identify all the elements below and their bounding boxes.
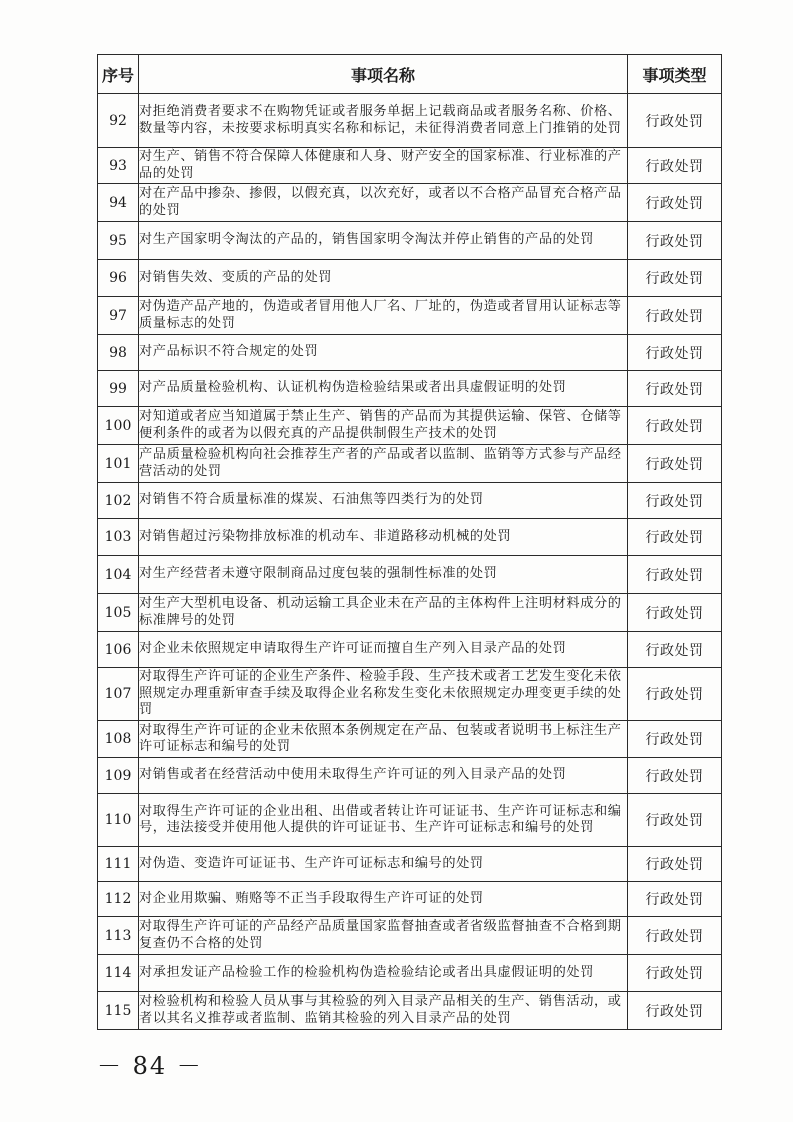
row-index: 93: [98, 148, 139, 184]
row-index: 94: [98, 184, 139, 222]
row-index: 105: [98, 594, 139, 632]
row-item-type: 行政处罚: [628, 556, 722, 594]
row-index: 92: [98, 94, 139, 148]
table-row: [98, 335, 722, 371]
header-name: 事项名称: [139, 55, 628, 94]
row-item-type: 行政处罚: [628, 882, 722, 917]
row-item-name: 产品质量检验机构向社会推荐生产者的产品或者以监制、监销等方式参与产品经营活动的处罚: [139, 445, 628, 483]
row-item-name: 对取得生产许可证的企业出租、出借或者转让许可证证书、生产许可证标志和编号，违法接受并使用他人提供的许可证证书、生产许可证标志和编号的处罚: [139, 794, 628, 847]
row-index: 99: [98, 371, 139, 407]
row-item-name: 对知道或者应当知道属于禁止生产、销售的产品而为其提供运输、保管、仓储等便利条件的或者为以假充真的产品提供制假生产技术的处罚: [139, 407, 628, 445]
row-item-type: 行政处罚: [628, 445, 722, 483]
row-item-name: 对企业用欺骗、贿赂等不正当手段取得生产许可证的处罚: [139, 882, 628, 917]
row-item-name: 对销售超过污染物排放标准的机动车、非道路移动机械的处罚: [139, 519, 628, 556]
row-item-name: 对承担发证产品检验工作的检验机构伪造检验结论或者出具虚假证明的处罚: [139, 955, 628, 992]
row-item-name: 对产品标识不符合规定的处罚: [139, 335, 628, 371]
row-index: 100: [98, 407, 139, 445]
table-body: [98, 94, 722, 1030]
row-item-type: 行政处罚: [628, 222, 722, 260]
table-row: [98, 222, 722, 260]
row-item-name: 对在产品中掺杂、掺假，以假充真，以次充好，或者以不合格产品冒充合格产品的处罚: [139, 184, 628, 222]
row-index: 113: [98, 917, 139, 955]
row-index: 102: [98, 483, 139, 519]
table-row: [98, 882, 722, 917]
row-index: 112: [98, 882, 139, 917]
row-item-name: 对销售不符合质量标准的煤炭、石油焦等四类行为的处罚: [139, 483, 628, 519]
row-item-type: 行政处罚: [628, 260, 722, 297]
row-item-type: 行政处罚: [628, 297, 722, 335]
row-item-type: 行政处罚: [628, 483, 722, 519]
row-item-name: 对产品质量检验机构、认证机构伪造检验结果或者出具虚假证明的处罚: [139, 371, 628, 407]
row-index: 97: [98, 297, 139, 335]
table-row: [98, 407, 722, 445]
table-row: [98, 260, 722, 297]
table-row: [98, 794, 722, 847]
row-item-name: 对生产大型机电设备、机动运输工具企业未在产品的主体构件上注明材料成分的标准牌号的处罚: [139, 594, 628, 632]
row-item-name: 对生产、销售不符合保障人体健康和人身、财产安全的国家标准、行业标准的产品的处罚: [139, 148, 628, 184]
items-table: [97, 54, 722, 1030]
header-type: 事项类型: [628, 55, 722, 94]
table-header-row: [98, 55, 722, 94]
table-row: [98, 94, 722, 148]
row-item-type: 行政处罚: [628, 594, 722, 632]
row-index: 109: [98, 758, 139, 794]
row-item-name: 对伪造、变造许可证证书、生产许可证标志和编号的处罚: [139, 847, 628, 882]
row-item-name: 对检验机构和检验人员从事与其检验的列入目录产品相关的生产、销售活动，或者以其名义推荐或者监制、监销其检验的列入目录产品的处罚: [139, 992, 628, 1030]
row-item-type: 行政处罚: [628, 407, 722, 445]
header-index: 序号: [98, 55, 139, 94]
row-index: 96: [98, 260, 139, 297]
page-number: － 84 －: [97, 1052, 203, 1080]
row-item-name: 对企业未依照规定申请取得生产许可证而擅自生产列入目录产品的处罚: [139, 632, 628, 668]
table-row: [98, 184, 722, 222]
row-index: 103: [98, 519, 139, 556]
table-row: [98, 519, 722, 556]
table-row: [98, 955, 722, 992]
table-row: [98, 917, 722, 955]
table-row: [98, 847, 722, 882]
table-row: [98, 556, 722, 594]
row-index: 98: [98, 335, 139, 371]
row-item-type: 行政处罚: [628, 794, 722, 847]
row-index: 108: [98, 721, 139, 758]
row-item-name: 对取得生产许可证的企业生产条件、检验手段、生产技术或者工艺发生变化未依照规定办理重新审查手续及取得企业名称发生变化未依照规定办理变更手续的处罚: [139, 668, 628, 721]
row-item-type: 行政处罚: [628, 955, 722, 992]
row-item-name: 对取得生产许可证的产品经产品质量国家监督抽查或者省级监督抽查不合格到期复查仍不合格的处罚: [139, 917, 628, 955]
row-index: 111: [98, 847, 139, 882]
row-index: 114: [98, 955, 139, 992]
row-index: 95: [98, 222, 139, 260]
table-row: [98, 594, 722, 632]
row-item-type: 行政处罚: [628, 992, 722, 1030]
row-item-type: 行政处罚: [628, 632, 722, 668]
row-item-type: 行政处罚: [628, 758, 722, 794]
row-item-name: 对生产经营者未遵守限制商品过度包装的强制性标准的处罚: [139, 556, 628, 594]
row-item-name: 对取得生产许可证的企业未依照本条例规定在产品、包装或者说明书上标注生产许可证标志和编号的处罚: [139, 721, 628, 758]
table-row: [98, 992, 722, 1030]
row-index: 104: [98, 556, 139, 594]
row-index: 106: [98, 632, 139, 668]
row-item-type: 行政处罚: [628, 184, 722, 222]
row-item-name: 对拒绝消费者要求不在购物凭证或者服务单据上记载商品或者服务名称、价格、数量等内容，未按要求标明真实名称和标记，未征得消费者同意上门推销的处罚: [139, 94, 628, 148]
row-item-name: 对伪造产品产地的，伪造或者冒用他人厂名、厂址的，伪造或者冒用认证标志等质量标志的处罚: [139, 297, 628, 335]
table-row: [98, 445, 722, 483]
table-row: [98, 483, 722, 519]
row-index: 107: [98, 668, 139, 721]
row-item-type: 行政处罚: [628, 519, 722, 556]
table-row: [98, 297, 722, 335]
row-index: 110: [98, 794, 139, 847]
table-row: [98, 148, 722, 184]
row-item-type: 行政处罚: [628, 335, 722, 371]
row-item-name: 对销售或者在经营活动中使用未取得生产许可证的列入目录产品的处罚: [139, 758, 628, 794]
row-item-type: 行政处罚: [628, 668, 722, 721]
row-item-type: 行政处罚: [628, 371, 722, 407]
table-row: [98, 758, 722, 794]
row-index: 115: [98, 992, 139, 1030]
table-row: [98, 721, 722, 758]
row-item-name: 对生产国家明令淘汰的产品的，销售国家明令淘汰并停止销售的产品的处罚: [139, 222, 628, 260]
row-item-type: 行政处罚: [628, 917, 722, 955]
table-row: [98, 668, 722, 721]
row-item-type: 行政处罚: [628, 94, 722, 148]
table-row: [98, 371, 722, 407]
table-row: [98, 632, 722, 668]
row-index: 101: [98, 445, 139, 483]
row-item-type: 行政处罚: [628, 721, 722, 758]
row-item-type: 行政处罚: [628, 847, 722, 882]
row-item-type: 行政处罚: [628, 148, 722, 184]
row-item-name: 对销售失效、变质的产品的处罚: [139, 260, 628, 297]
